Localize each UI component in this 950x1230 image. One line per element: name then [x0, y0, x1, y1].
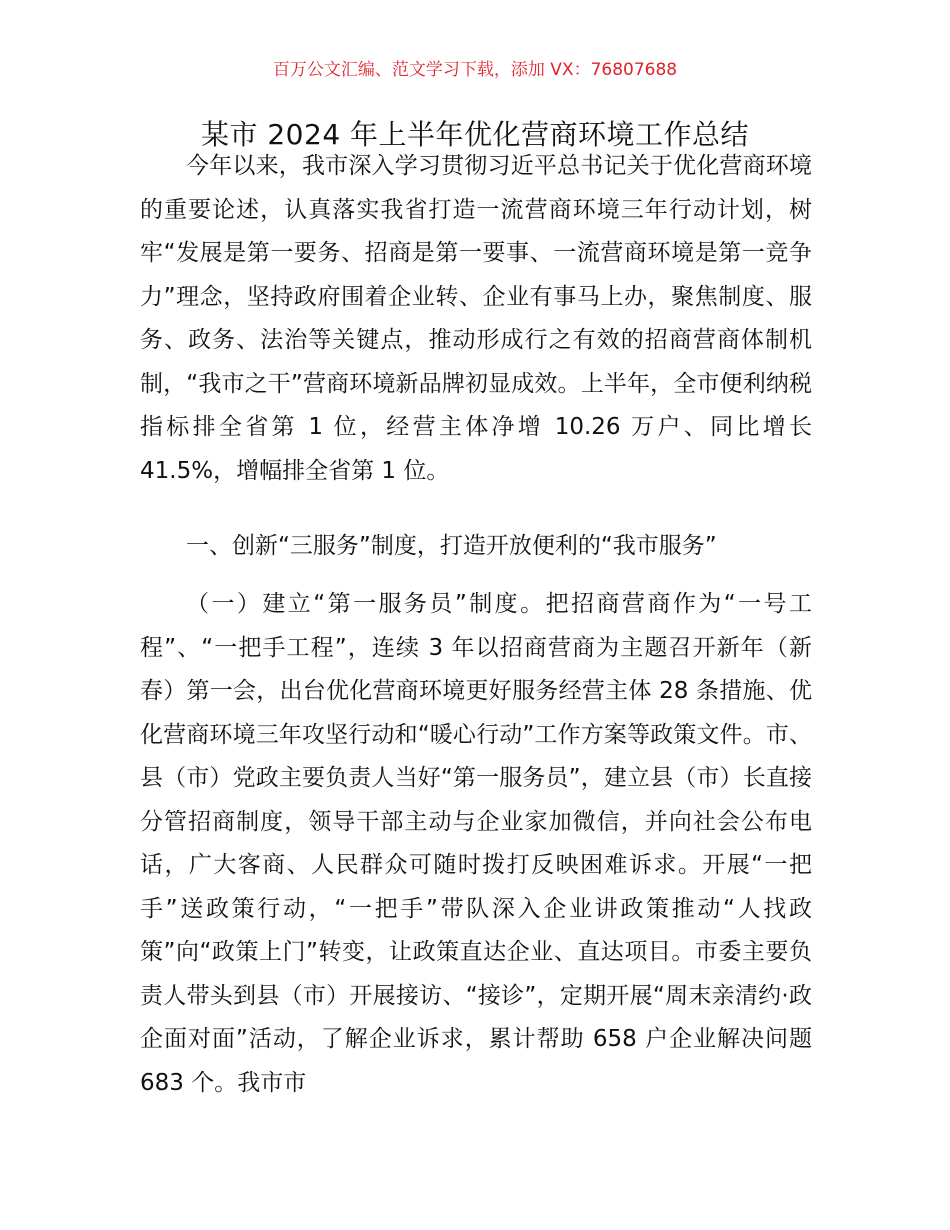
watermark-header: 百万公文汇编、范文学习下载，添加 VX：76807688	[272, 60, 678, 80]
section-paragraph: （一）建立“第一服务员”制度。把招商营商作为“一号工程”、“一把手工程”，连续 3 年以招商营商为主题召开新年（新春）第一会，出台优化营商环境更好服务经营主体 28 条措施、优化营商环境三年攻坚行动和“暖心行动”工作方案等政策文件。市、县（市）党政主要负责人当好“第一服务员”，建立县（市）长直接分管招商制度，领导干部主动与企业家加微信，并向社会公布电话，广大客商、人民群众可随时拨打反映困难诉求。开展“一把手”送政策行动，“一把手”带队深入企业讲政策推动“人找政策”向“政策上门”转变，让政策直达企业、直达项目。市委主要负责人带头到县（市）开展接访、“接诊”，定期开展“周末亲清约·政企面对面”活动，了解企业诉求，累计帮助 658 户企业解决问题 683 个。我市市	[140, 591, 812, 1096]
page-title: 某市 2024 年上半年优化营商环境工作总结	[200, 118, 750, 151]
intro-paragraph: 今年以来，我市深入学习贯彻习近平总书记关于优化营商环境的重要论述，认真落实我省打造一流营商环境三年行动计划，树牢“发展是第一要务、招商是第一要事、一流营商环境是第一竞争力”理念，坚持政府围着企业转、企业有事马上办，聚焦制度、服务、政务、法治等关键点，推动形成行之有效的招商营商体制机制，“我市之干”营商环境新品牌初显成效。上半年，全市便利纳税指标排全省第 1 位，经营主体净增 10.26 万户、同比增长 41.5%，增幅排全省第 1 位。	[140, 153, 812, 484]
section-heading: 一、创新“三服务”制度，打造开放便利的“我市服务”	[186, 533, 717, 559]
